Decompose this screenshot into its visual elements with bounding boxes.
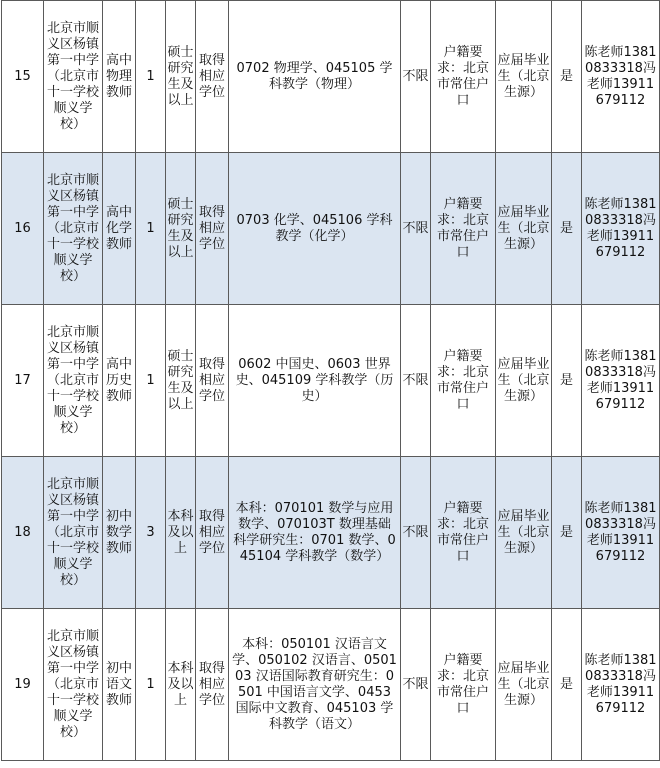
row-number: 15 [2, 1, 44, 153]
position-name: 高中物理教师 [103, 1, 136, 153]
row-number: 18 [2, 457, 44, 609]
table-row [2, 153, 660, 305]
degree-requirement: 取得相应学位 [196, 1, 229, 153]
household-requirement: 户籍要求：北京市常住户口 [431, 153, 496, 305]
age-requirement: 不限 [401, 153, 431, 305]
row-number: 19 [2, 609, 44, 761]
contact-info: 陈老师13810833318冯老师13911679112 [582, 153, 660, 305]
candidate-source: 应届毕业生（北京生源） [496, 153, 552, 305]
table-row [2, 457, 660, 609]
contact-info: 陈老师13810833318冯老师13911679112 [582, 305, 660, 457]
education-requirement: 本科及以上 [166, 457, 196, 609]
flag-value: 是 [552, 1, 582, 153]
major-requirement: 本科：070101 数学与应用数学、070103T 数理基础科学研究生：0701 数学、045104 学科教学（数学） [229, 457, 401, 609]
major-requirement: 0703 化学、045106 学科教学（化学） [229, 153, 401, 305]
position-name: 初中语文教师 [103, 609, 136, 761]
position-name: 高中历史教师 [103, 305, 136, 457]
age-requirement: 不限 [401, 609, 431, 761]
major-requirement: 本科：050101 汉语言文学、050102 汉语言、050103 汉语国际教育研究生：0501 中国语言文学、0453 国际中文教育、045103 学科教学（语文） [229, 609, 401, 761]
degree-requirement: 取得相应学位 [196, 153, 229, 305]
flag-value: 是 [552, 609, 582, 761]
household-requirement: 户籍要求：北京市常住户口 [431, 609, 496, 761]
candidate-source: 应届毕业生（北京生源） [496, 457, 552, 609]
household-requirement: 户籍要求：北京市常住户口 [431, 1, 496, 153]
flag-value: 是 [552, 457, 582, 609]
education-requirement: 本科及以上 [166, 609, 196, 761]
position-name: 初中数学教师 [103, 457, 136, 609]
table-row [2, 609, 660, 761]
education-requirement: 硕士研究生及以上 [166, 153, 196, 305]
contact-info: 陈老师13810833318冯老师13911679112 [582, 457, 660, 609]
row-number: 17 [2, 305, 44, 457]
education-requirement: 硕士研究生及以上 [166, 305, 196, 457]
school-name: 北京市顺义区杨镇第一中学（北京市十一学校顺义学校） [44, 457, 103, 609]
major-requirement: 0602 中国史、0603 世界史、045109 学科教学（历史） [229, 305, 401, 457]
contact-info: 陈老师13810833318冯老师13911679112 [582, 609, 660, 761]
degree-requirement: 取得相应学位 [196, 457, 229, 609]
flag-value: 是 [552, 153, 582, 305]
age-requirement: 不限 [401, 305, 431, 457]
education-requirement: 硕士研究生及以上 [166, 1, 196, 153]
candidate-source: 应届毕业生（北京生源） [496, 1, 552, 153]
recruitment-table [1, 0, 660, 761]
household-requirement: 户籍要求：北京市常住户口 [431, 457, 496, 609]
hire-count: 1 [136, 609, 166, 761]
flag-value: 是 [552, 305, 582, 457]
school-name: 北京市顺义区杨镇第一中学（北京市十一学校顺义学校） [44, 305, 103, 457]
table-row [2, 305, 660, 457]
school-name: 北京市顺义区杨镇第一中学（北京市十一学校顺义学校） [44, 609, 103, 761]
hire-count: 1 [136, 1, 166, 153]
degree-requirement: 取得相应学位 [196, 609, 229, 761]
household-requirement: 户籍要求：北京市常住户口 [431, 305, 496, 457]
hire-count: 1 [136, 153, 166, 305]
position-name: 高中化学教师 [103, 153, 136, 305]
row-number: 16 [2, 153, 44, 305]
school-name: 北京市顺义区杨镇第一中学（北京市十一学校顺义学校） [44, 1, 103, 153]
school-name: 北京市顺义区杨镇第一中学（北京市十一学校顺义学校） [44, 153, 103, 305]
candidate-source: 应届毕业生（北京生源） [496, 305, 552, 457]
degree-requirement: 取得相应学位 [196, 305, 229, 457]
major-requirement: 0702 物理学、045105 学科教学（物理） [229, 1, 401, 153]
table-row [2, 1, 660, 153]
hire-count: 3 [136, 457, 166, 609]
candidate-source: 应届毕业生（北京生源） [496, 609, 552, 761]
age-requirement: 不限 [401, 457, 431, 609]
age-requirement: 不限 [401, 1, 431, 153]
contact-info: 陈老师13810833318冯老师13911679112 [582, 1, 660, 153]
hire-count: 1 [136, 305, 166, 457]
